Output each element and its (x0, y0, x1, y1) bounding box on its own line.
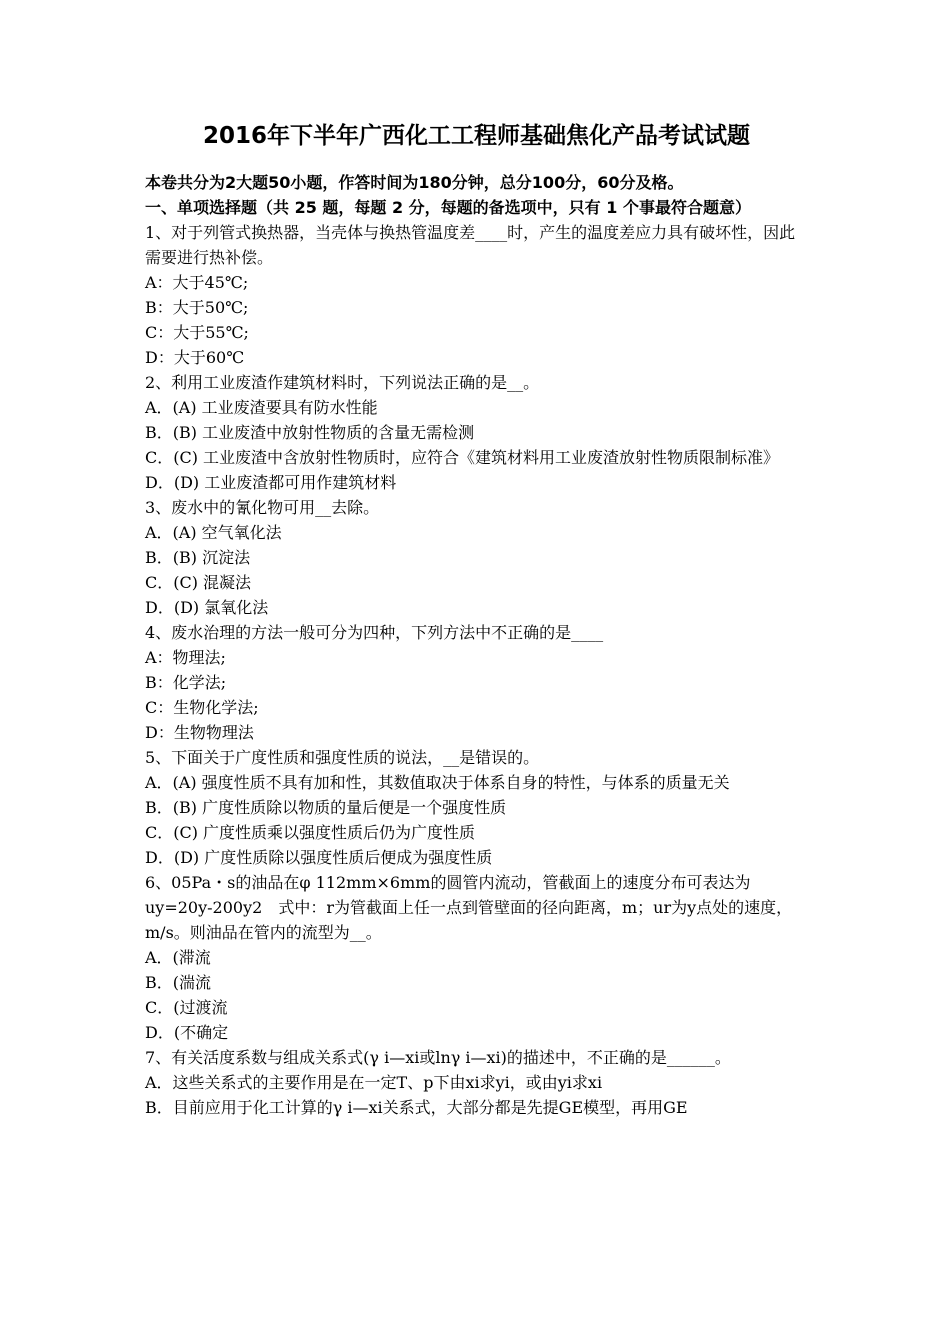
question-1 (145, 220, 808, 370)
option-d: D．(D) 广度性质除以强度性质后便成为强度性质 (145, 848, 493, 867)
question-stem: 2、利用工业废渣作建筑材料时，下列说法正确的是__。 (145, 373, 540, 392)
question-6 (145, 870, 808, 1045)
option-a: A：物理法; (145, 648, 226, 667)
question-3 (145, 495, 808, 620)
option-c: C：大于55℃; (145, 323, 249, 342)
option-c: C．(C) 工业废渣中含放射性物质时，应符合《建筑材料用工业废渣放射性物质限制标准》 (145, 448, 780, 467)
option-d: D．(D) 工业废渣都可用作建筑材料 (145, 473, 397, 492)
question-2 (145, 370, 808, 495)
question-4 (145, 620, 808, 745)
question-stem: 3、废水中的氰化物可用__去除。 (145, 498, 380, 517)
question-stem: 6、05Pa・s的油品在φ 112mm×6mm的圆管内流动，管截面上的速度分布可表达为 uy=20y-200y2 式中：r为管截面上任一点到管壁面的径向距离，m；ur为y点处的速度，m/s。则油品在管内的流型为__。 (145, 873, 793, 942)
option-a: A．(A) 空气氧化法 (145, 523, 282, 542)
option-a: A．(A) 工业废渣要具有防水性能 (145, 398, 378, 417)
intro-text: 本卷共分为2大题50小题，作答时间为180分钟，总分100分，60分及格。 (145, 173, 684, 192)
question-7 (145, 1045, 808, 1120)
option-a: A．(A) 强度性质不具有加和性，其数值取决于体系自身的特性，与体系的质量无关 (145, 773, 730, 792)
option-a: A．(滞流 (145, 948, 211, 967)
option-a: A．这些关系式的主要作用是在一定T、p下由xi求yi，或由yi求xi (145, 1073, 603, 1092)
option-d: D．(D) 氯氧化法 (145, 598, 269, 617)
option-c: C．(C) 混凝法 (145, 573, 252, 592)
question-5 (145, 745, 808, 870)
option-a: A：大于45℃; (145, 273, 249, 292)
option-d: D．(不确定 (145, 1023, 229, 1042)
question-stem: 4、废水治理的方法一般可分为四种，下列方法中不正确的是____ (145, 623, 604, 642)
page-title: 2016年下半年广西化工工程师基础焦化产品考试试题 (202, 123, 750, 149)
exam-intro (145, 170, 808, 195)
option-b: B：化学法; (145, 673, 227, 692)
option-c: C：生物化学法; (145, 698, 259, 717)
option-c: C．(过渡流 (145, 998, 228, 1017)
question-stem: 7、有关活度系数与组成关系式(γ i—xi或lnγ i—xi)的描述中，不正确的是______。 (145, 1048, 731, 1067)
option-b: B．(湍流 (145, 973, 212, 992)
question-stem: 1、对于列管式换热器，当壳体与换热管温度差____时，产生的温度差应力具有破坏性，因此需要进行热补偿。 (145, 223, 796, 267)
option-b: B：大于50℃; (145, 298, 249, 317)
option-b: B．(B) 广度性质除以物质的量后便是一个强度性质 (145, 798, 507, 817)
option-b: B．(B) 工业废渣中放射性物质的含量无需检测 (145, 423, 475, 442)
option-b: B．目前应用于化工计算的γ i—xi关系式，大部分都是先提GE模型，再用GE (145, 1098, 688, 1117)
option-b: B．(B) 沉淀法 (145, 548, 251, 567)
option-d: D：生物物理法 (145, 723, 254, 742)
section-heading: 一、单项选择题（共 25 题，每题 2 分，每题的备选项中，只有 1 个事最符合题意） (145, 198, 751, 217)
question-list (145, 220, 808, 1120)
option-d: D：大于60℃ (145, 348, 245, 367)
option-c: C．(C) 广度性质乘以强度性质后仍为广度性质 (145, 823, 476, 842)
question-stem: 5、下面关于广度性质和强度性质的说法，__是错误的。 (145, 748, 540, 767)
